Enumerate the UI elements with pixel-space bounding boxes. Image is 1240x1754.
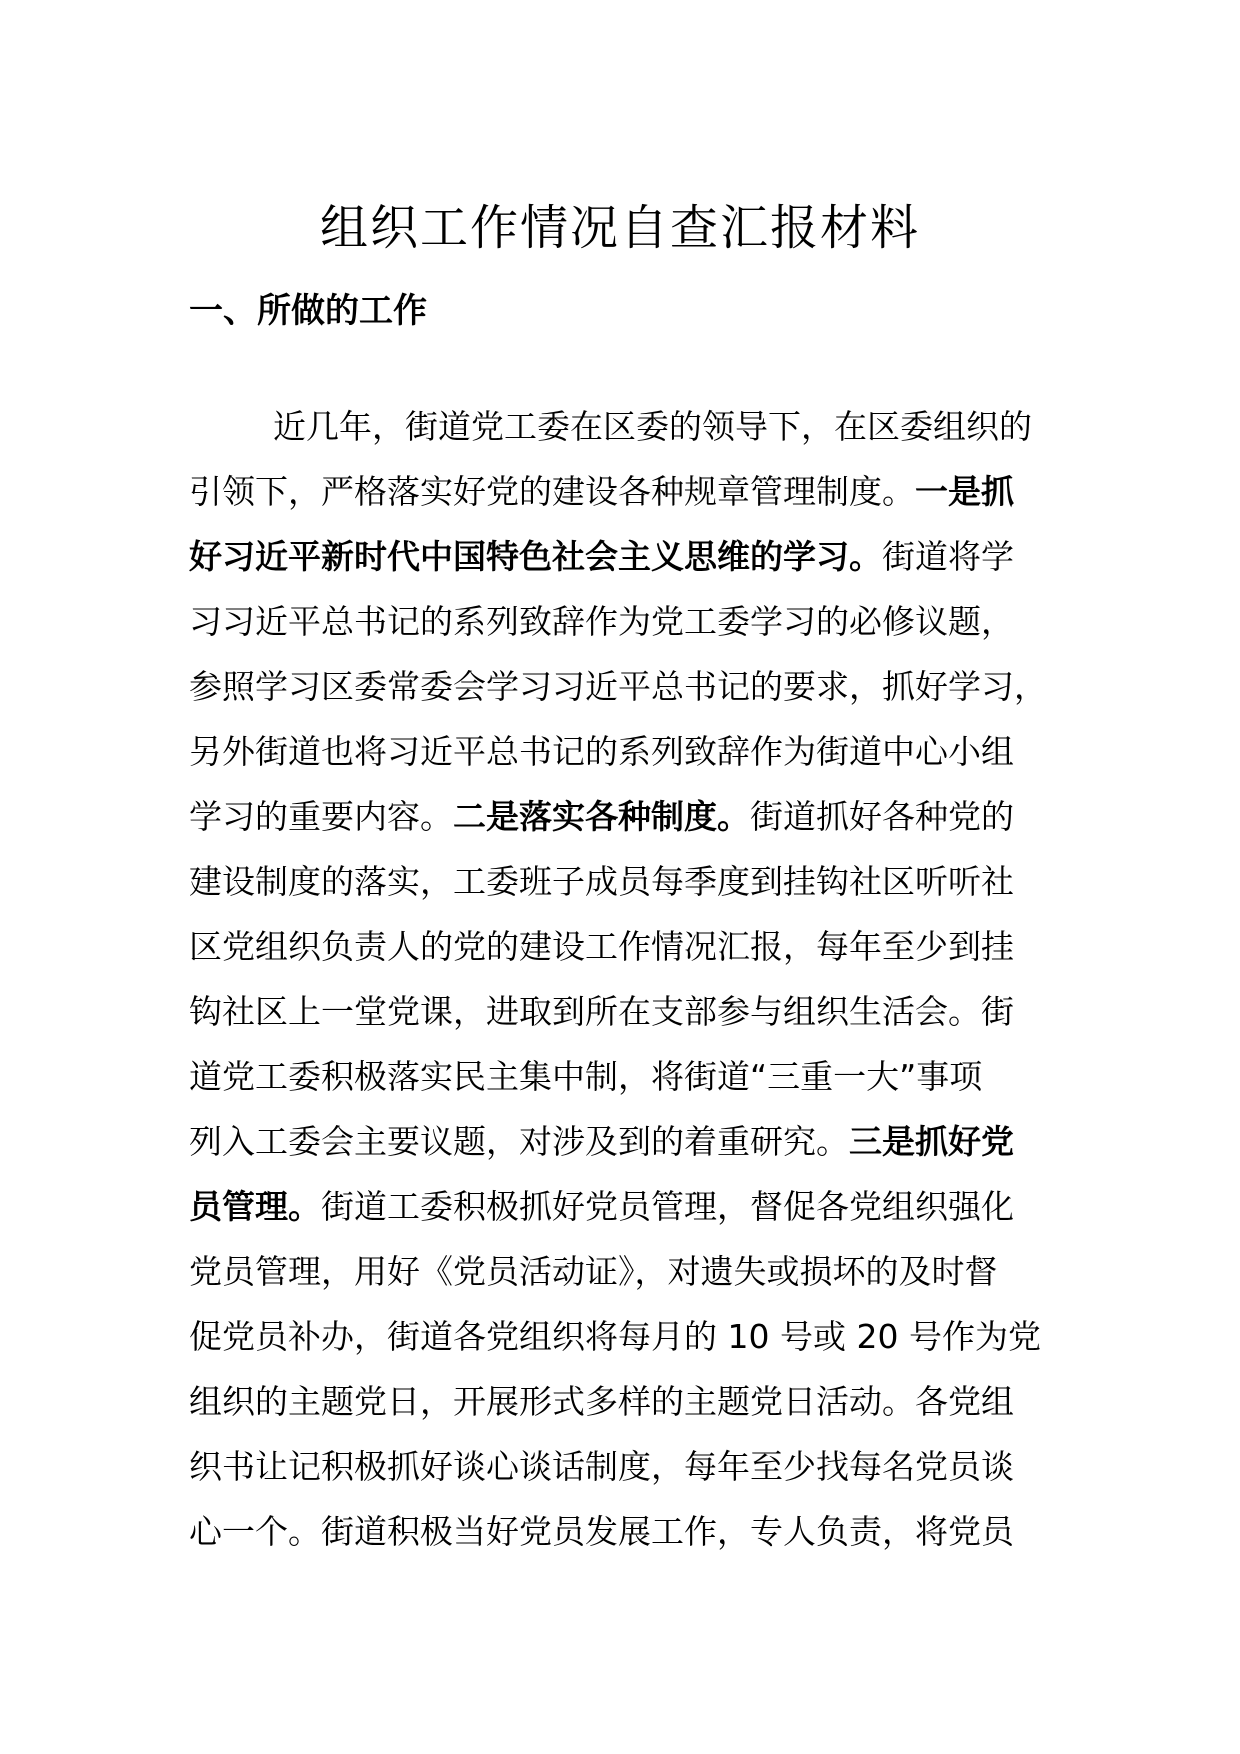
paragraph-line	[189, 1109, 1059, 1174]
paragraph-line	[189, 1239, 1059, 1304]
paragraph-line	[189, 784, 1059, 849]
text-run: 街道将学	[882, 537, 1014, 576]
bold-text-run: 员管理。	[189, 1187, 321, 1226]
paragraph-line	[189, 1304, 1059, 1369]
text-run: 织书让记积极抓好谈心谈话制度，每年至少找每名党员谈	[189, 1447, 1014, 1486]
paragraph-line	[189, 654, 1059, 719]
text-run: 组织的主题党日，开展形式多样的主题党日活动。各党组	[189, 1382, 1014, 1421]
paragraph-line	[189, 914, 1059, 979]
paragraph-line	[189, 849, 1059, 914]
text-run: 学习的重要内容。	[189, 797, 453, 836]
text-run: 近几年，街道党工委在区委的领导下，在区委组织的	[273, 407, 1032, 446]
paragraph-line	[189, 589, 1059, 654]
bold-text-run: 三是抓好党	[849, 1122, 1014, 1161]
text-run: 引领下，严格落实好党的建设各种规章管理制度。	[189, 472, 915, 511]
text-run: 街道抓好各种党的	[750, 797, 1014, 836]
paragraph-line	[189, 459, 1059, 524]
text-run: 钩社区上一堂党课，进取到所在支部参与组织生活会。街	[189, 992, 1014, 1031]
paragraph-line	[189, 1369, 1059, 1434]
paragraph-line	[189, 1499, 1059, 1564]
body-paragraph	[189, 394, 1059, 1564]
paragraph-line	[189, 1174, 1059, 1239]
paragraph-line	[189, 979, 1059, 1044]
paragraph-line	[189, 1044, 1059, 1109]
text-run: 区党组织负责人的党的建设工作情况汇报，每年至少到挂	[189, 927, 1014, 966]
section-heading: 一、所做的工作	[189, 291, 427, 331]
paragraph-line	[189, 719, 1059, 784]
bold-text-run: 一是抓	[915, 472, 1014, 511]
text-run: 道党工委积极落实民主集中制，将街道“三重一大”事项	[189, 1057, 983, 1096]
text-run: 另外街道也将习近平总书记的系列致辞作为街道中心小组	[189, 732, 1014, 771]
text-run: 建设制度的落实，工委班子成员每季度到挂钩社区听听社	[189, 862, 1014, 901]
text-run: 参照学习区委常委会学习习近平总书记的要求，抓好学习，	[189, 667, 1047, 706]
bold-text-run: 二是落实各种制度。	[453, 797, 750, 836]
text-run: 列入工委会主要议题，对涉及到的着重研究。	[189, 1122, 849, 1161]
text-run: 党员管理，用好《党员活动证》，对遗失或损坏的及时督	[189, 1252, 998, 1291]
paragraph-line	[189, 394, 1059, 459]
paragraph-line	[189, 524, 1059, 589]
text-run: 促党员补办，街道各党组织将每月的 10 号或 20 号作为党	[189, 1317, 1041, 1356]
text-run: 心一个。街道积极当好党员发展工作，专人负责，将党员	[189, 1512, 1014, 1551]
bold-text-run: 好习近平新时代中国特色社会主义思维的学习。	[189, 537, 882, 576]
text-run: 街道工委积极抓好党员管理，督促各党组织强化	[321, 1187, 1014, 1226]
paragraph-line	[189, 1434, 1059, 1499]
document-title: 组织工作情况自查汇报材料	[319, 200, 920, 256]
text-run: 习习近平总书记的系列致辞作为党工委学习的必修议题，	[189, 602, 1014, 641]
